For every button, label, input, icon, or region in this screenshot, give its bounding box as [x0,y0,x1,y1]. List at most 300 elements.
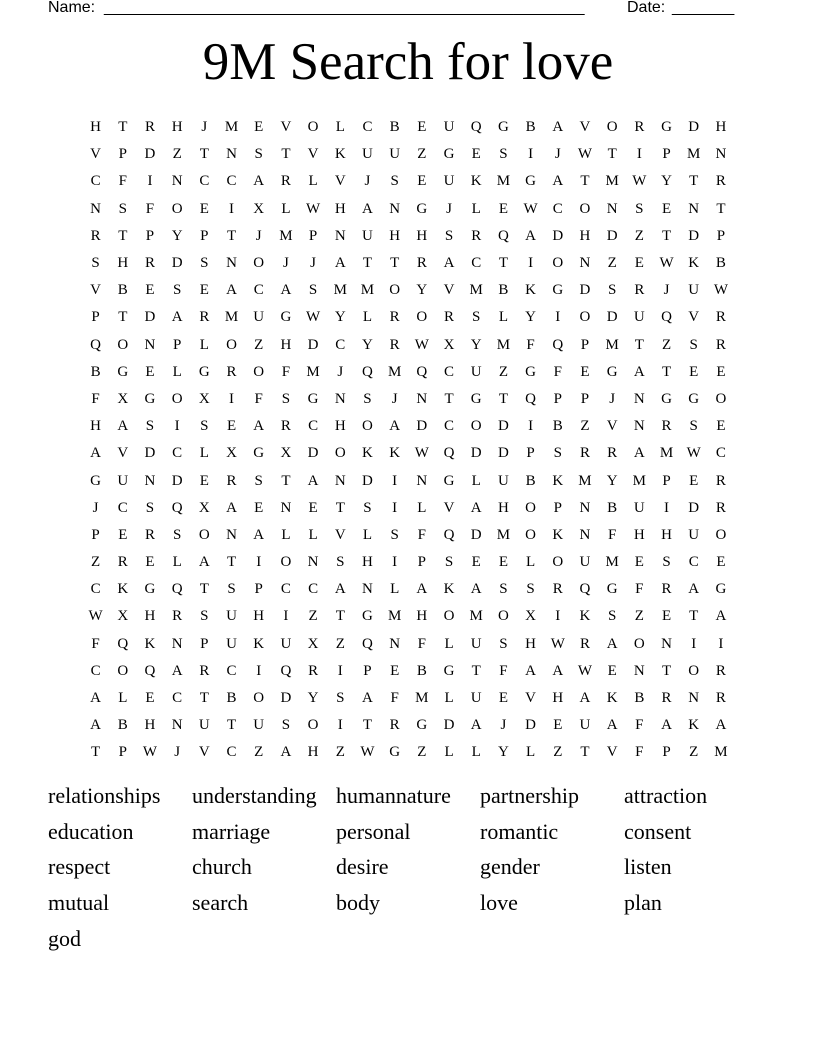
grid-letter: B [552,418,563,435]
grid-letter: Y [171,227,183,244]
grid-letter: O [552,255,564,272]
word-list-item: listen [624,854,672,880]
grid-letter: I [229,200,235,217]
grid-letter: E [498,690,508,707]
grid-letter: H [307,744,319,761]
grid-letter: D [362,472,373,489]
grid-letter: V [606,418,618,435]
grid-letter: W [713,282,728,299]
grid-letter: N [606,200,618,217]
grid-letter: Q [443,445,455,462]
grid-letter: W [142,744,158,761]
grid-letter: V [90,282,102,299]
grid-letter: J [282,255,289,272]
grid-letter: O [171,390,183,407]
word-list-item: understanding [192,782,317,808]
grid-letter: D [443,717,455,734]
grid-letter: N [334,390,346,407]
grid-letter: P [417,554,427,571]
grid-letter: T [362,255,373,272]
grid-letter: P [662,744,671,761]
grid-letter: H [633,526,645,543]
grid-letter: S [145,418,155,435]
grid-letter: A [226,282,237,299]
grid-letter: Y [497,744,509,761]
grid-letter: A [606,635,618,652]
grid-letter: N [226,255,237,272]
grid-letter: H [715,119,727,136]
grid-letter: T [281,146,291,163]
grid-letter: N [171,173,183,190]
grid-letter: O [688,662,700,679]
grid-letter: T [661,662,672,679]
grid-letter: Z [634,608,644,625]
grid-letter: U [226,635,237,652]
grid-letter: O [117,662,129,679]
grid-letter: P [580,336,590,353]
grid-letter: Z [172,146,182,163]
grid-letter: W [306,200,321,217]
grid-letter: H [497,499,509,516]
grid-letter: S [200,608,209,625]
grid-letter: B [389,119,400,136]
grid-letter: N [579,526,591,543]
grid-letter: A [171,662,183,679]
grid-letter: K [117,581,129,598]
grid-letter: C [90,581,101,598]
grid-letter: O [280,554,292,571]
grid-letter: K [362,445,373,462]
grid-letter: A [362,690,373,707]
grid-letter: O [226,336,237,353]
grid-letter: I [691,635,697,652]
grid-letter: O [253,255,265,272]
word-list-item: romantic [480,818,559,844]
grid-letter: I [174,418,180,435]
grid-letter: N [171,717,183,734]
grid-letter: Z [335,635,345,652]
grid-letter: Q [661,309,672,326]
grid-letter: L [118,690,128,707]
grid-letter: E [498,200,508,217]
grid-letter: X [280,445,292,462]
grid-letter: O [552,554,564,571]
grid-letter: B [90,363,101,380]
grid-letter: F [91,390,100,407]
grid-letter: L [526,744,536,761]
grid-letter: S [172,526,182,543]
grid-letter: G [525,363,537,380]
grid-letter: T [226,554,237,571]
grid-letter: C [552,200,563,217]
grid-letter: J [391,390,398,407]
grid-letter: R [226,363,237,380]
grid-letter: R [389,717,400,734]
grid-letter: W [632,173,647,190]
grid-letter: F [91,635,100,652]
grid-letter: M [605,336,619,353]
grid-letter: B [117,282,128,299]
grid-letter: R [634,282,645,299]
grid-letter: L [199,336,209,353]
grid-letter: K [606,690,618,707]
grid-letter: N [715,146,727,163]
grid-letter: B [117,717,128,734]
grid-letter: Z [661,336,672,353]
grid-letter: E [199,472,209,489]
grid-letter: S [526,581,535,598]
grid-letter: L [471,744,481,761]
grid-letter: Y [470,336,482,353]
grid-letter: E [308,499,318,516]
grid-letter: I [555,608,561,625]
grid-letter: T [91,744,101,761]
letter-grid [82,114,735,767]
grid-letter: O [606,119,618,136]
grid-letter: I [229,390,235,407]
grid-letter: T [661,227,672,244]
grid-letter: M [224,119,239,136]
grid-letter: A [633,445,645,462]
grid-letter: G [198,363,210,380]
grid-letter: B [607,499,618,516]
grid-letter: Z [308,608,318,625]
grid-letter: F [417,635,427,652]
grid-letter: U [117,472,129,489]
grid-letter: T [226,227,237,244]
grid-letter: C [199,173,210,190]
grid-letter: V [90,146,102,163]
grid-letter: G [362,608,373,625]
grid-letter: V [117,445,129,462]
grid-letter: T [335,608,345,625]
grid-letter: A [253,418,265,435]
grid-letter: X [226,445,237,462]
grid-letter: G [443,146,455,163]
grid-letter: A [416,581,428,598]
grid-letter: U [633,499,645,516]
grid-letter: K [389,445,401,462]
grid-letter: A [579,690,591,707]
grid-letter: N [661,635,672,652]
grid-letter: N [307,554,319,571]
grid-letter: M [279,227,293,244]
grid-letter: F [390,690,399,707]
grid-letter: E [199,282,209,299]
grid-letter: E [417,119,427,136]
grid-letter: N [90,200,102,217]
grid-letter: F [607,526,617,543]
grid-letter: H [90,119,102,136]
grid-letter: P [200,227,209,244]
grid-letter: N [171,635,183,652]
grid-letter: T [444,390,454,407]
grid-letter: S [444,554,454,571]
grid-letter: I [555,309,561,326]
grid-letter: E [145,690,155,707]
grid-letter: E [716,363,726,380]
grid-letter: N [688,690,700,707]
grid-letter: Y [606,472,618,489]
grid-letter: T [661,363,672,380]
grid-letter: I [283,608,289,625]
grid-letter: T [471,662,481,679]
grid-letter: I [337,717,343,734]
grid-letter: U [362,146,373,163]
grid-letter: K [144,635,156,652]
grid-letter: R [607,445,618,462]
grid-letter: U [443,173,455,190]
grid-letter: X [198,499,210,516]
grid-letter: J [201,119,208,136]
grid-letter: T [689,173,699,190]
grid-letter: N [280,499,292,516]
grid-letter: O [307,119,319,136]
grid-letter: T [199,581,209,598]
grid-letter: P [118,744,127,761]
grid-letter: W [306,309,321,326]
grid-letter: C [253,282,264,299]
grid-letter: A [307,472,319,489]
grid-letter: A [688,581,700,598]
grid-letter: T [580,173,590,190]
grid-letter: R [661,581,672,598]
name-blank-line: ______________________________________________________ [104,0,585,16]
grid-letter: R [416,255,427,272]
grid-letter: A [253,526,265,543]
grid-letter: L [281,526,291,543]
grid-letter: J [663,282,670,299]
grid-letter: U [497,472,509,489]
grid-letter: N [688,200,700,217]
grid-letter: P [526,445,535,462]
grid-letter: V [198,744,210,761]
grid-letter: L [308,526,318,543]
grid-letter: X [253,200,265,217]
grid-letter: D [144,309,156,326]
grid-letter: E [145,363,155,380]
grid-letter: B [634,690,645,707]
grid-letter: D [144,445,156,462]
word-list-item: search [192,889,249,915]
date-blank-line: _______ [672,0,735,16]
grid-letter: D [470,445,482,462]
grid-letter: C [90,173,101,190]
grid-letter: T [335,499,345,516]
word-list-item: gender [480,854,540,880]
grid-letter: G [90,472,102,489]
grid-letter: D [171,255,183,272]
grid-letter: C [226,662,237,679]
word-list-item: education [48,818,134,844]
grid-letter: S [200,255,209,272]
grid-letter: M [605,173,619,190]
grid-letter: F [281,363,291,380]
word-list-item: plan [624,889,662,915]
grid-letter: O [253,363,265,380]
grid-letter: C [308,581,319,598]
grid-letter: K [334,146,346,163]
grid-letter: A [171,309,183,326]
grid-letter: Z [498,363,508,380]
grid-letter: J [310,255,317,272]
grid-letter: H [90,418,102,435]
grid-letter: R [471,227,482,244]
grid-letter: M [415,690,429,707]
grid-letter: V [334,526,346,543]
grid-letter: C [444,418,455,435]
grid-letter: L [390,581,400,598]
grid-letter: Y [307,690,319,707]
grid-letter: N [416,472,428,489]
grid-letter: M [605,554,619,571]
grid-letter: D [606,227,618,244]
grid-letter: Q [362,635,373,652]
grid-letter: M [496,526,511,543]
word-list-item: partnership [480,782,579,808]
grid-letter: F [417,526,427,543]
grid-letter: P [716,227,726,244]
grid-letter: R [144,526,155,543]
grid-letter: F [526,336,535,353]
grid-letter: U [389,146,401,163]
grid-letter: L [172,363,182,380]
grid-letter: A [525,227,537,244]
grid-letter: O [633,635,645,652]
grid-letter: G [416,717,428,734]
grid-letter: A [470,581,482,598]
grid-letter: E [471,554,481,571]
grid-letter: A [606,717,618,734]
grid-letter: V [443,499,455,516]
grid-letter: N [389,200,401,217]
grid-letter: C [335,336,346,353]
grid-letter: Z [417,146,427,163]
grid-letter: Q [470,119,482,136]
grid-letter: N [362,581,373,598]
grid-letter: O [525,526,537,543]
grid-letter: T [498,390,508,407]
grid-letter: O [470,418,482,435]
grid-letter: O [443,608,455,625]
grid-letter: Z [553,744,563,761]
grid-letter: O [579,309,591,326]
grid-letter: I [337,662,343,679]
grid-letter: V [688,309,700,326]
grid-letter: O [389,282,401,299]
grid-letter: K [579,608,591,625]
grid-letter: C [172,690,183,707]
grid-letter: L [444,744,454,761]
grid-letter: K [688,255,700,272]
grid-letter: I [256,662,262,679]
grid-letter: R [280,418,291,435]
grid-letter: H [117,255,129,272]
grid-letter: N [633,390,645,407]
grid-letter: Z [254,336,264,353]
grid-letter: A [552,119,564,136]
grid-letter: G [497,119,509,136]
grid-letter: P [91,309,100,326]
grid-letter: C [715,445,726,462]
grid-letter: R [552,581,563,598]
grid-letter: G [443,472,455,489]
grid-letter: S [200,418,209,435]
grid-letter: K [552,472,564,489]
grid-letter: M [469,282,483,299]
grid-letter: Q [171,581,183,598]
grid-letter: H [389,227,401,244]
grid-letter: L [417,499,427,516]
grid-letter: D [497,445,509,462]
grid-letter: M [387,608,402,625]
grid-letter: V [280,119,292,136]
grid-letter: D [688,499,700,516]
grid-letter: C [362,119,373,136]
grid-letter: R [715,690,726,707]
grid-letter: C [226,744,237,761]
grid-letter: G [552,282,564,299]
grid-letter: M [306,363,320,380]
grid-letter: Z [91,554,101,571]
grid-letter: M [360,282,375,299]
grid-letter: I [392,472,398,489]
grid-letter: A [362,200,373,217]
grid-letter: G [715,581,727,598]
grid-letter: G [661,119,672,136]
grid-letter: O [715,390,727,407]
grid-letter: Q [90,336,102,353]
grid-letter: T [118,119,128,136]
word-list-item: mutual [48,889,110,915]
grid-letter: C [471,255,482,272]
grid-letter: R [389,309,400,326]
grid-letter: P [91,526,100,543]
word-list-item: attraction [624,782,708,808]
grid-letter: A [117,418,129,435]
grid-letter: V [443,282,455,299]
grid-letter: O [362,418,373,435]
grid-letter: R [715,173,726,190]
grid-letter: E [390,662,400,679]
grid-letter: I [147,173,153,190]
grid-letter: R [715,336,726,353]
grid-letter: R [117,554,128,571]
name-label: Name: [48,0,96,16]
grid-letter: E [254,499,264,516]
grid-letter: G [307,390,319,407]
grid-letter: D [280,690,292,707]
word-list-item: personal [336,818,411,844]
grid-letter: Y [416,282,428,299]
grid-letter: D [171,472,183,489]
grid-letter: P [553,499,562,516]
grid-letter: B [525,472,536,489]
grid-letter: H [144,717,156,734]
grid-letter: L [335,119,345,136]
grid-letter: H [334,200,346,217]
grid-letter: S [662,554,671,571]
grid-letter: Q [497,227,509,244]
grid-letter: C [226,173,237,190]
grid-letter: Q [171,499,183,516]
grid-letter: W [550,635,565,652]
grid-letter: A [334,255,346,272]
grid-letter: T [689,608,699,625]
grid-letter: A [525,662,537,679]
grid-letter: C [117,499,128,516]
grid-letter: I [636,146,642,163]
